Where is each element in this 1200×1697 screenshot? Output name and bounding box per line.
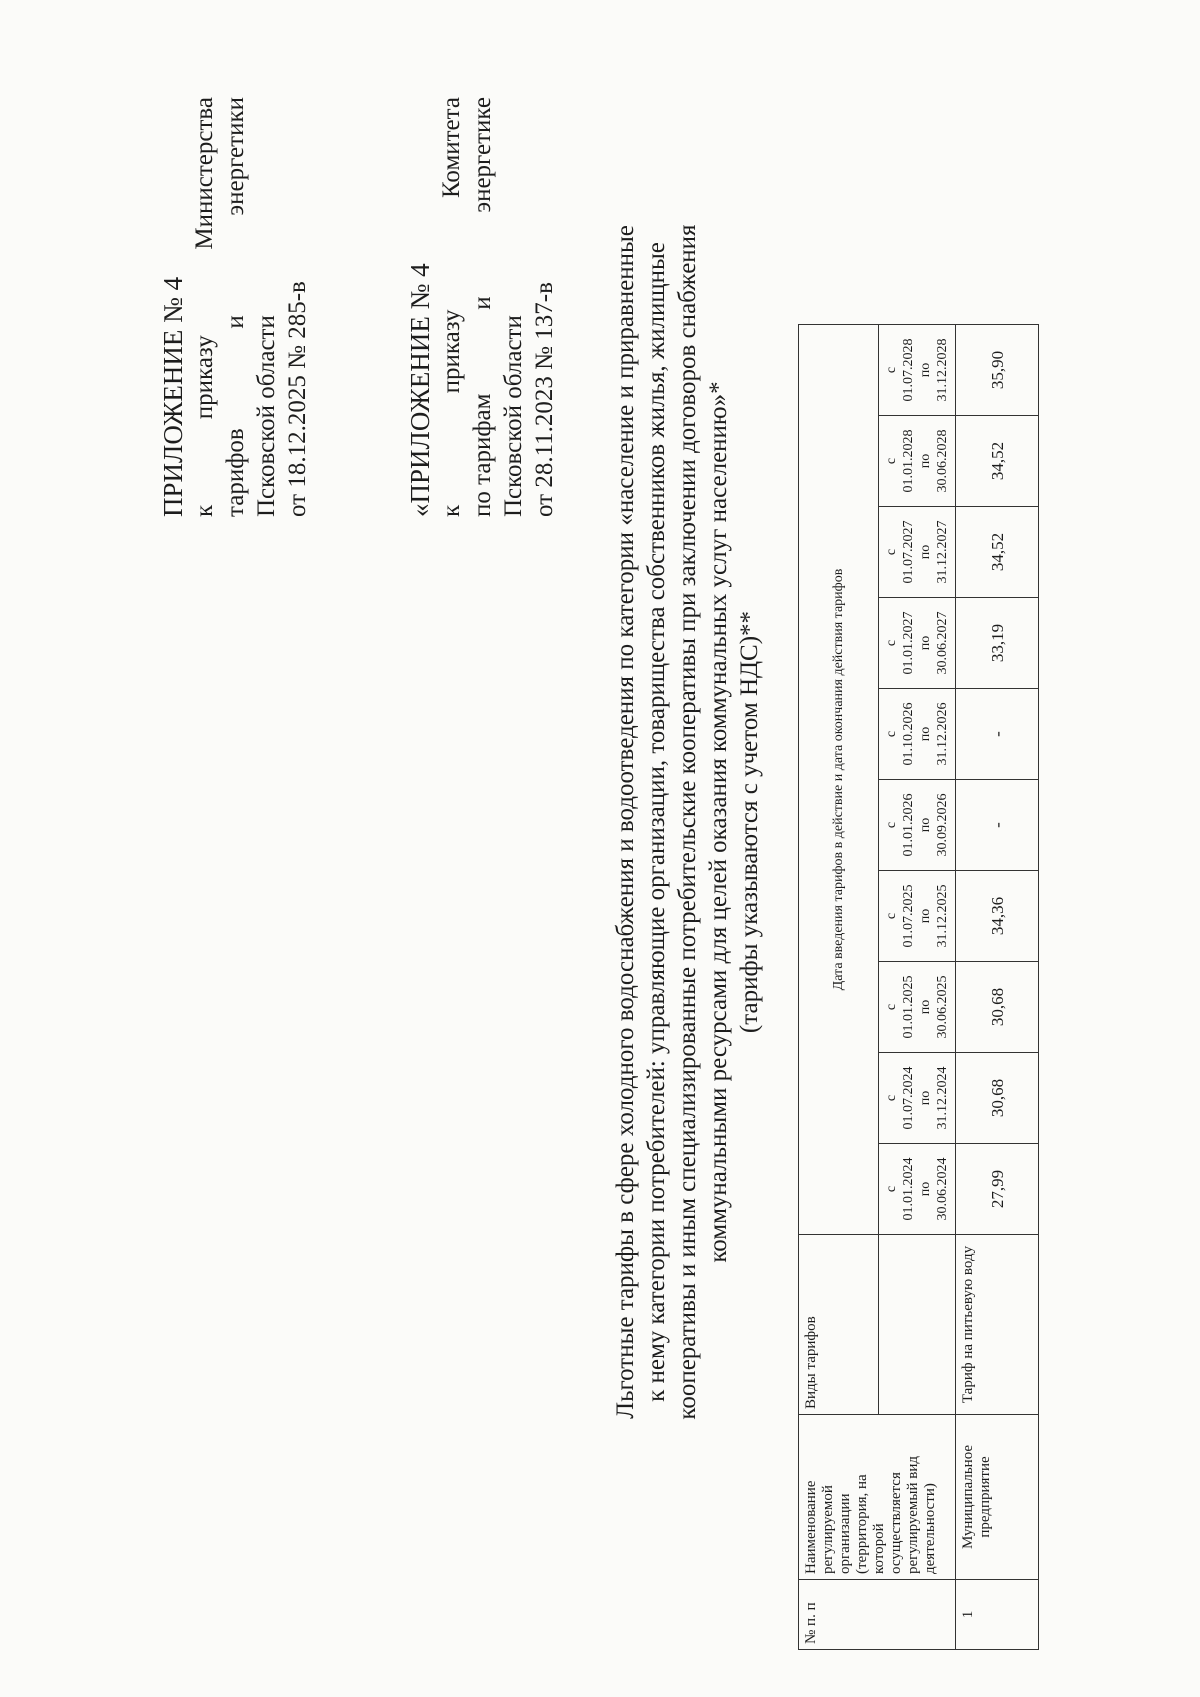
annex-previous-word: Комитета	[438, 97, 465, 199]
header-kind: Виды тарифов	[799, 1235, 879, 1415]
period-d1: 01.01.2027	[901, 611, 916, 675]
period-from: с	[884, 821, 899, 829]
annex-previous-word: по тарифам	[469, 393, 496, 517]
annex-current-line2	[220, 97, 251, 517]
period-d2: 30.06.2027	[935, 611, 950, 675]
period-d2: 31.12.2027	[935, 520, 950, 584]
period-to: по	[918, 1181, 933, 1197]
period-to: по	[918, 453, 933, 469]
period-d2: 31.12.2028	[935, 338, 950, 402]
annex-current-word: энергетики	[222, 97, 249, 216]
annex-previous-line2	[467, 97, 498, 517]
period-to: по	[918, 362, 933, 378]
tariff-value: -	[956, 780, 1039, 871]
tariff-value: 34,36	[956, 871, 1039, 962]
period-d1: 01.07.2027	[901, 520, 916, 584]
period-d1: 01.07.2025	[901, 884, 916, 948]
tariff-value: 27,99	[956, 1144, 1039, 1235]
header-period	[879, 507, 956, 598]
period-d2: 31.12.2025	[935, 884, 950, 948]
period-d1: 01.01.2028	[901, 429, 916, 493]
heading-line: к нему категории потребителей: управляющие организации, товарищества собственников жилья, жилищные	[643, 242, 670, 1402]
annex-previous-word: к	[438, 504, 465, 517]
header-period	[879, 1053, 956, 1144]
period-to: по	[918, 817, 933, 833]
row-kind: Тариф на питьевую воду	[956, 1235, 1039, 1415]
header-period	[879, 416, 956, 507]
tariff-value: 30,68	[956, 1053, 1039, 1144]
annex-previous-word: и	[469, 296, 496, 310]
period-to: по	[918, 726, 933, 742]
header-period	[879, 962, 956, 1053]
header-kind-bottom	[879, 1235, 956, 1415]
annex-previous	[405, 97, 560, 517]
period-from: с	[884, 730, 899, 738]
period-to: по	[918, 544, 933, 560]
tariffs-table	[798, 324, 1039, 1650]
header-period	[879, 598, 956, 689]
annex-previous-line4: от 28.11.2023 № 137-в	[531, 282, 558, 517]
annex-current	[158, 97, 313, 517]
tariff-value: 34,52	[956, 416, 1039, 507]
tariff-value: 33,19	[956, 598, 1039, 689]
period-from: с	[884, 912, 899, 920]
period-to: по	[918, 999, 933, 1015]
table-header-row	[799, 325, 879, 1650]
annex-current-line4: от 18.12.2025 № 285-в	[284, 281, 311, 517]
period-from: с	[884, 1094, 899, 1102]
period-d1: 01.07.2028	[901, 338, 916, 402]
period-d2: 31.12.2024	[935, 1066, 950, 1130]
period-d2: 30.06.2024	[935, 1157, 950, 1221]
period-to: по	[918, 1090, 933, 1106]
annex-previous-line1	[436, 97, 467, 517]
period-d1: 01.10.2026	[901, 702, 916, 766]
header-period	[879, 871, 956, 962]
annex-previous-word: энергетике	[469, 97, 496, 213]
annex-current-line1	[189, 97, 220, 517]
annex-current-word: к	[191, 504, 218, 517]
period-d2: 31.12.2026	[935, 702, 950, 766]
period-from: с	[884, 1003, 899, 1011]
tariff-value: 34,52	[956, 507, 1039, 598]
tariff-value: -	[956, 689, 1039, 780]
header-dates-group: Дата введения тарифов в действие и дата окончания действия тарифов	[799, 325, 879, 1235]
period-from: с	[884, 1185, 899, 1193]
period-d1: 01.01.2025	[901, 975, 916, 1039]
row-name: Муниципальное предприятие	[956, 1415, 1039, 1580]
heading-line: кооперативы и иным специализированные потребительские кооперативы при заключении договоров снабжения	[674, 224, 701, 1420]
heading-line: (тарифы указываются с учетом НДС)**	[736, 610, 763, 1034]
document-heading	[610, 97, 765, 1547]
annex-current-word: приказу	[191, 335, 218, 420]
row-num: 1	[956, 1580, 1039, 1650]
period-d1: 01.07.2024	[901, 1066, 916, 1130]
tariff-value: 30,68	[956, 962, 1039, 1053]
header-period	[879, 1144, 956, 1235]
tariff-value: 35,90	[956, 325, 1039, 416]
period-d1: 01.01.2024	[901, 1157, 916, 1221]
heading-line: Льготные тарифы в сфере холодного водоснабжения и водоотведения по категории «население и приравненные	[612, 225, 639, 1419]
period-d2: 30.06.2025	[935, 975, 950, 1039]
period-from: с	[884, 639, 899, 647]
annex-previous-title: «ПРИЛОЖЕНИЕ № 4	[405, 263, 435, 517]
header-period	[879, 325, 956, 416]
header-period	[879, 689, 956, 780]
period-from: с	[884, 548, 899, 556]
table-row	[956, 325, 1039, 1650]
period-d2: 30.09.2026	[935, 793, 950, 857]
period-from: с	[884, 457, 899, 465]
period-from: с	[884, 366, 899, 374]
header-name: Наименование регулируемой организации (территория, на которой осуществляется регулируемый вид деятельности)	[799, 1415, 956, 1580]
annex-current-line3: Псковской области	[253, 315, 280, 517]
annex-current-word: тарифов	[222, 428, 249, 517]
period-d2: 30.06.2028	[935, 429, 950, 493]
annex-current-title: ПРИЛОЖЕНИЕ № 4	[158, 276, 188, 517]
annex-previous-line3: Псковской области	[500, 315, 527, 517]
annex-current-word: Министерства	[191, 97, 218, 250]
header-num: № п. п	[799, 1580, 956, 1650]
period-to: по	[918, 908, 933, 924]
header-period	[879, 780, 956, 871]
heading-line: коммунальными ресурсами для целей оказания коммунальных услуг населению»*	[705, 381, 732, 1263]
period-d1: 01.01.2026	[901, 793, 916, 857]
annex-previous-word: приказу	[438, 309, 465, 394]
period-to: по	[918, 635, 933, 651]
annex-current-word: и	[222, 315, 249, 329]
